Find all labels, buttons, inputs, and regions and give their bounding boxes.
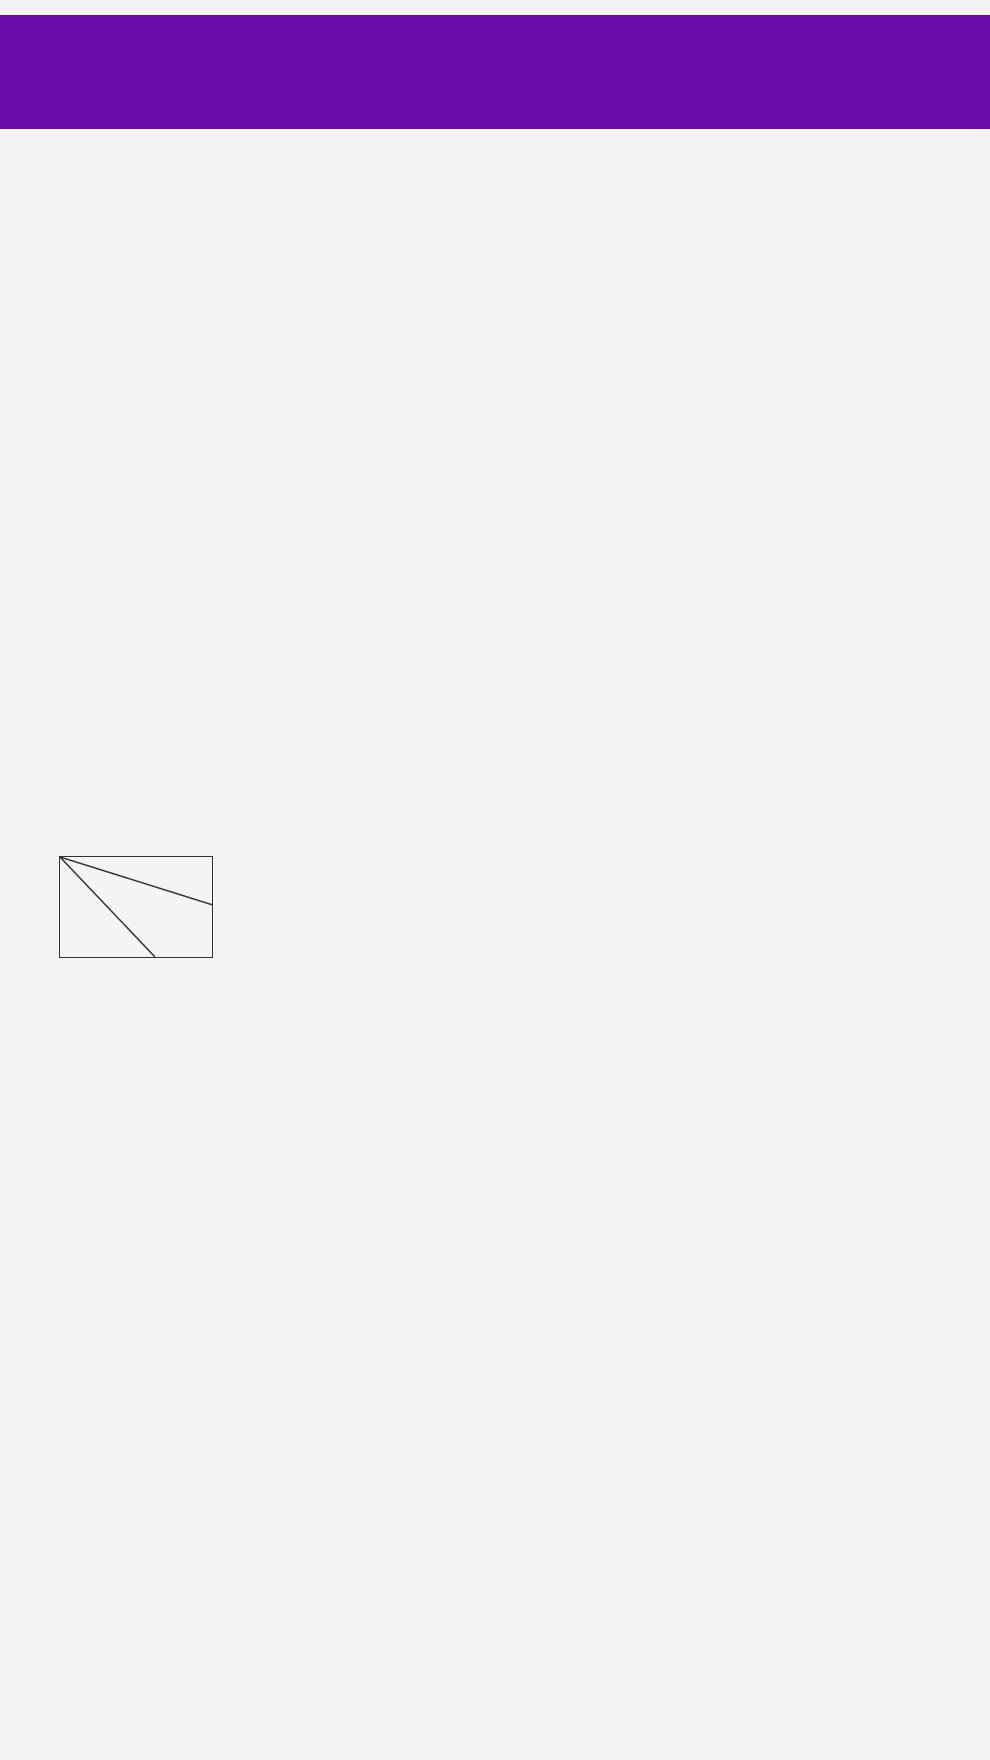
page-header — [0, 15, 990, 129]
corner-diagonal-lines — [60, 857, 213, 957]
spec-line-working-conditions — [34, 1275, 974, 1319]
spec-line-power-frequency — [34, 1231, 974, 1275]
table-corner-cell — [60, 857, 213, 958]
table-body — [60, 958, 932, 1209]
record-time-table-wrap — [59, 856, 931, 1209]
table-header-row — [60, 857, 932, 958]
record-time-table — [59, 856, 932, 1209]
spec-content-bottom — [34, 1231, 974, 1318]
